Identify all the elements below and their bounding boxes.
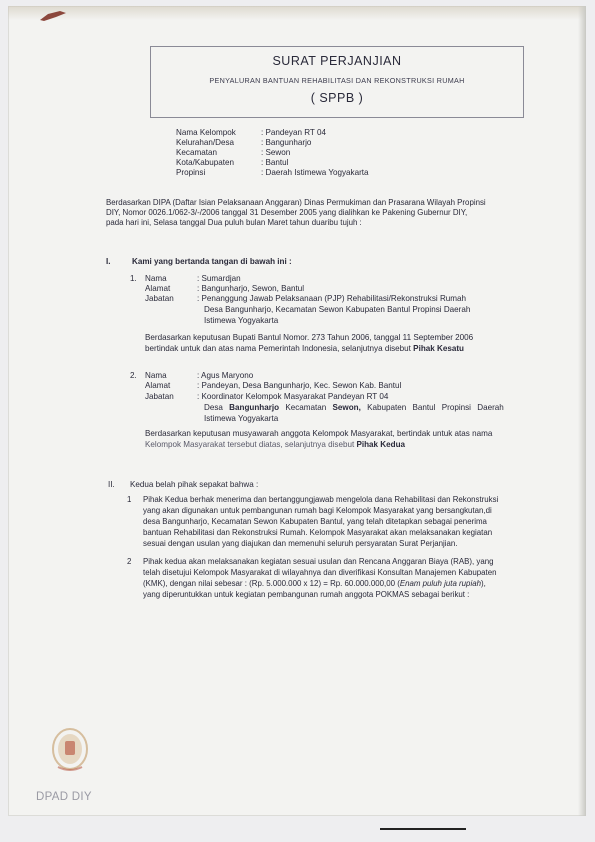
party-2-name: Nama : Agus Maryono bbox=[145, 371, 254, 380]
item-2-line: Pihak kedua akan melaksanakan kegiatan sesuai usulan dan Rencana Anggaran Biaya (RAB), yang bbox=[143, 557, 494, 566]
intro-line: Berdasarkan DIPA (Daftar Isian Pelaksanaan Anggaran) Dinas Permukiman dan Prasarana Wilayah Propinsi bbox=[106, 198, 486, 207]
party-1-basis: bertindak untuk dan atas nama Pemerintah Indonesia, selanjutnya disebut Pihak Kesatu bbox=[145, 344, 465, 353]
section-2-heading: Kedua belah pihak sepakat bahwa : bbox=[130, 480, 259, 489]
watermark-text: DPAD DIY bbox=[36, 791, 92, 803]
intro-line: pada hari ini, Selasa tanggal Dua puluh bulan Maret tahun duaribu tujuh : bbox=[106, 218, 362, 227]
item-2-line: (KMK), dengan nilai sebesar : (Rp. 5.000.000 x 12) = Rp. 60.000.000,00 (Enam puluh juta rupiah), bbox=[143, 579, 486, 588]
party-2-position-line: Istimewa Yogyakarta bbox=[204, 414, 279, 423]
item-2-line: yang diperuntukkan untuk kegiatan pembangunan rumah anggota POKMAS sebagai berikut : bbox=[143, 590, 470, 599]
info-row: Kecamatan : Sewon bbox=[176, 148, 291, 157]
intro-line: DIY, Nomor 0026.1/062-3/-/2006 tanggal 31 Desember 2005 yang dialihkan ke Pakening Gubernur DIY, bbox=[106, 208, 468, 217]
document-code: ( SPPB ) bbox=[310, 91, 364, 105]
info-row: Nama Kelompok : Pandeyan RT 04 bbox=[176, 128, 326, 137]
item-1-line: sesuai dengan usulan yang diajukan dan memenuhi seluruh persyaratan Surat Perjanjian. bbox=[143, 539, 458, 548]
party-1-number: 1. bbox=[130, 274, 137, 283]
info-row: Kota/Kabupaten : Bantul bbox=[176, 158, 289, 167]
party-2-basis: Kelompok Masyarakat tersebut diatas, selanjutnya disebut Pihak Kedua bbox=[145, 440, 406, 449]
item-2-line: telah disetujui Kelompok Masyarakat di wilayahnya dan diverifikasi Konsultan Manajemen Kabupaten bbox=[143, 568, 497, 577]
info-row: Propinsi : Daerah Istimewa Yogyakarta bbox=[176, 168, 369, 177]
section-2-number: II. bbox=[108, 480, 115, 489]
party-1-position-line: Desa Bangunharjo, Kecamatan Sewon Kabupaten Bantul Propinsi Daerah bbox=[204, 305, 471, 314]
party-1-position: Jabatan : Penanggung Jawab Pelaksanaan (PJP) Rehabilitasi/Rekonstruksi Rumah bbox=[145, 294, 467, 303]
item-1-line: bantuan Rehabilitasi dan Rekonstruksi Rumah. Kelompok Masyarakat akan melaksanakan kegiatan bbox=[143, 528, 493, 537]
party-1-position-line: Istimewa Yogyakarta bbox=[204, 316, 279, 325]
title-box bbox=[150, 46, 524, 118]
section-1-number: I. bbox=[106, 257, 111, 266]
party-1-name: Nama : Sumardjan bbox=[145, 274, 241, 283]
info-row: Kelurahan/Desa : Bangunharjo bbox=[176, 138, 312, 147]
item-1-line: Pihak Kedua berhak menerima dan bertanggungjawab mengelola dana Rehabilitasi dan Rekonstruksi bbox=[143, 495, 499, 504]
party-2-position-line: Desa Bangunharjo Kecamatan Sewon, Kabupaten Bantul Propinsi Daerah bbox=[204, 403, 504, 412]
party-2-basis: Berdasarkan keputusan musyawarah anggota Kelompok Masyarakat, bertindak untuk atas nama bbox=[145, 429, 493, 438]
document-title: SURAT PERJANJIAN bbox=[272, 54, 402, 68]
underline-rule bbox=[380, 828, 466, 830]
item-1-line: yang akan digunakan untuk pembangunan rumah bagi Kelompok Masyarakat yang bersangkutan,di bbox=[143, 506, 492, 515]
section-1-heading: Kami yang bertanda tangan di bawah ini : bbox=[132, 257, 292, 266]
document-subtitle: PENYALURAN BANTUAN REHABILITASI DAN REKONSTRUKSI RUMAH bbox=[209, 76, 465, 85]
party-1-term: Pihak Kesatu bbox=[413, 344, 465, 353]
party-1-address: Alamat : Bangunharjo, Sewon, Bantul bbox=[145, 284, 305, 293]
party-2-number: 2. bbox=[130, 371, 137, 380]
party-1-basis: Berdasarkan keputusan Bupati Bantul Nomor. 273 Tahun 2006, tanggal 11 September 2006 bbox=[145, 333, 474, 342]
party-2-term: Pihak Kedua bbox=[356, 440, 406, 449]
dpad-seal-icon bbox=[50, 727, 90, 775]
item-2-number: 2 bbox=[127, 557, 132, 566]
party-2-address: Alamat : Pandeyan, Desa Bangunharjo, Kec. Sewon Kab. Bantul bbox=[145, 381, 402, 390]
item-1-number: 1 bbox=[127, 495, 132, 504]
pen-mark-icon bbox=[38, 10, 68, 22]
item-1-line: desa Bangunharjo, Kecamatan Sewon Kabupaten Bantul, yang telah ditetapkan sebagai penerima bbox=[143, 517, 487, 526]
party-2-position: Jabatan : Koordinator Kelompok Masyarakat Pandeyan RT 04 bbox=[145, 392, 389, 401]
